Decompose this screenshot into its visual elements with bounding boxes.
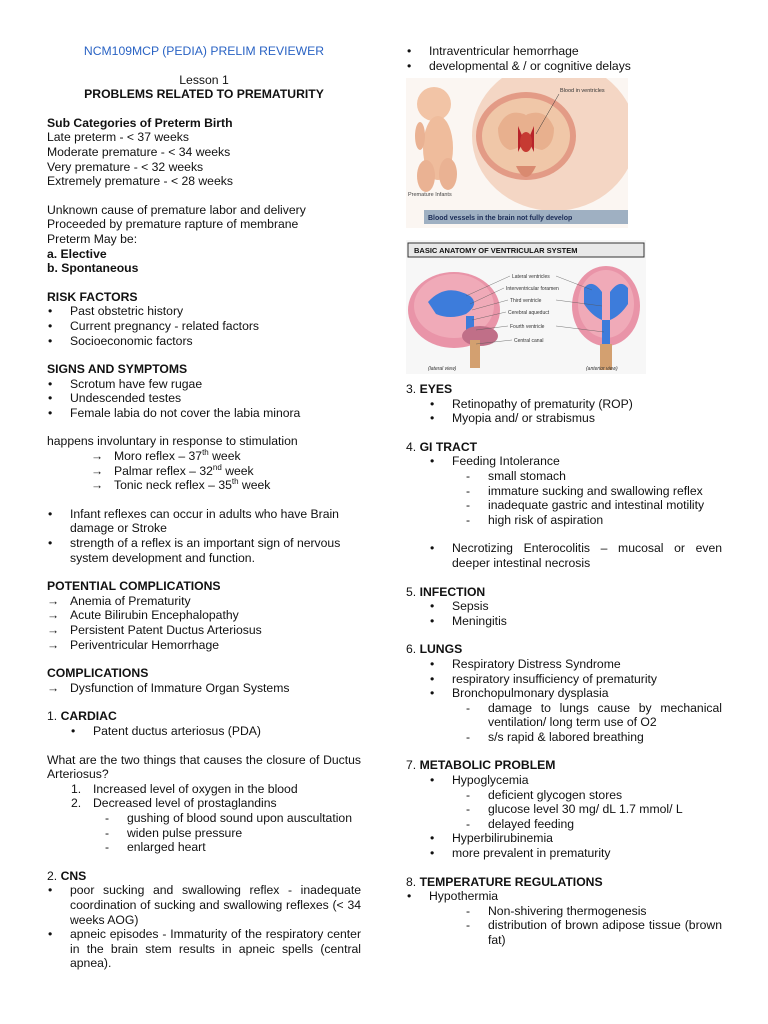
infant-icon (415, 87, 457, 192)
reflex-item: → Palmar reflex – 32nd week (47, 464, 361, 479)
sub-item: - deficient glycogen stores (406, 788, 722, 803)
list-item: • Meningitis (406, 614, 722, 629)
reflex-item: → Moro reflex – 37th week (47, 449, 361, 464)
list-item: • developmental & / or cognitive delays (406, 59, 722, 74)
svg-text:Blood vessels in the brain not: Blood vessels in the brain not fully develop (428, 215, 573, 222)
list-item: → Persistent Patent Ductus Arteriosus (47, 623, 361, 638)
list-item: • Hypoglycemia (406, 773, 722, 788)
list-item: • Female labia do not cover the labia minora (47, 406, 361, 421)
svg-text:Blood in ventricles: Blood in ventricles (560, 88, 605, 94)
subcategory-item: Moderate premature - < 34 weeks (47, 144, 231, 159)
numbered-item: 1. Increased level of oxygen in the blood (71, 781, 298, 796)
svg-text:(lateral view): (lateral view) (428, 366, 457, 372)
gi-heading: 4. GI TRACT (406, 439, 478, 454)
brain-cross-section-icon (476, 92, 576, 180)
sub-item: - widen pulse pressure (47, 826, 361, 841)
reflex-intro: happens involuntary in response to stimulation (47, 434, 298, 449)
list-item: • Past obstetric history (47, 304, 361, 319)
list-item: • Retinopathy of prematurity (ROP) (406, 397, 722, 412)
list-item: • Hypothermia (406, 889, 722, 904)
svg-text:Interventricular foramen: Interventricular foramen (506, 286, 559, 292)
temperature-heading: 8. TEMPERATURE REGULATIONS (406, 874, 603, 889)
right-column (406, 0, 722, 73)
cns-heading: 2. CNS (47, 868, 87, 883)
sub-item: - damage to lungs cause by mechanical ventilation/ long term use of O2 (406, 701, 722, 730)
risk-factors-heading: RISK FACTORS (47, 289, 138, 304)
svg-text:Lateral ventricles: Lateral ventricles (512, 274, 550, 280)
list-item: • strength of a reflex is an important sign of nervous system development and function. (47, 536, 361, 565)
sub-item: - enlarged heart (47, 840, 361, 855)
subcategory-item: Extremely premature - < 28 weeks (47, 174, 233, 189)
sub-item: - delayed feeding (406, 817, 722, 832)
list-item: → Periventricular Hemorrhage (47, 638, 361, 653)
svg-text:Premature Infants: Premature Infants (408, 192, 452, 198)
eyes-heading: 3. EYES (406, 382, 453, 396)
intro-line: Preterm May be: (47, 231, 138, 246)
subcategory-item: Late preterm - < 37 weeks (47, 130, 189, 145)
list-item: • Scrotum have few rugae (47, 377, 361, 392)
list-item: • Respiratory Distress Syndrome (406, 657, 722, 672)
svg-text:Cerebral aqueduct: Cerebral aqueduct (508, 310, 550, 316)
sub-item: - immature sucking and swallowing reflex (406, 484, 722, 499)
svg-text:(anterior view): (anterior view) (586, 366, 618, 372)
list-item: • Undescended testes (47, 391, 361, 406)
list-item: • Feeding Intolerance (406, 454, 722, 469)
list-item: → Anemia of Prematurity (47, 594, 361, 609)
right-column-lower (406, 382, 722, 948)
lungs-heading: 6. LUNGS (406, 642, 463, 657)
list-item: • respiratory insufficiency of prematurity (406, 672, 722, 687)
svg-text:Central canal: Central canal (514, 338, 544, 344)
list-item: • Necrotizing Enterocolitis – mucosal or even deeper intestinal necrosis (406, 541, 722, 570)
sub-item: - small stomach (406, 469, 722, 484)
premature-infant-figure (406, 78, 628, 228)
complications-heading: COMPLICATIONS (47, 666, 149, 681)
numbered-item: 2. Decreased level of prostaglandins (71, 796, 277, 811)
signs-heading: SIGNS AND SYMPTOMS (47, 362, 188, 377)
list-item: • poor sucking and swallowing reflex - inadequate coordination of sucking and swallowing reflexes (< 34 weeks AOG) (47, 883, 361, 927)
ventricular-system-diagram (406, 240, 646, 374)
left-column (47, 0, 361, 971)
list-item: • Current pregnancy - related factors (47, 319, 361, 334)
svg-text:BASIC ANATOMY OF VENTRICULAR S: BASIC ANATOMY OF VENTRICULAR SYSTEM (414, 246, 578, 255)
sub-item: - s/s rapid & labored breathing (406, 730, 722, 745)
cardiac-question: What are the two things that causes the closure of Ductus Arteriosus? (47, 752, 361, 782)
reflex-item: → Tonic neck reflex – 35th week (47, 478, 361, 493)
sub-item: - distribution of brown adipose tissue (brown fat) (406, 918, 722, 947)
sub-item: - high risk of aspiration (406, 513, 722, 528)
preterm-type: a. Elective (47, 246, 107, 261)
sub-item: - inadequate gastric and intestinal motility (406, 498, 722, 513)
metabolic-heading: 7. METABOLIC PROBLEM (406, 758, 556, 773)
sub-item: - Non-shivering thermogenesis (406, 904, 722, 919)
list-item: • Sepsis (406, 599, 722, 614)
sub-item: - glucose level 30 mg/ dL 1.7 mmol/ L (406, 802, 722, 817)
ventricular-system-figure (406, 240, 646, 374)
preterm-type: b. Spontaneous (47, 261, 139, 276)
list-item: • Hyperbilirubinemia (406, 831, 722, 846)
premature-infant-illustration (406, 78, 628, 228)
lesson-number: Lesson 1 (179, 72, 229, 87)
list-item: • Intraventricular hemorrhage (406, 44, 722, 59)
list-item: • Infant reflexes can occur in adults who have Brain damage or Stroke (47, 507, 361, 536)
list-item: → Acute Bilirubin Encephalopathy (47, 608, 361, 623)
list-item: • more prevalent in prematurity (406, 846, 722, 861)
list-item: • Myopia and/ or strabismus (406, 411, 722, 426)
list-item: • Bronchopulmonary dysplasia (406, 686, 722, 701)
intro-line: Unknown cause of premature labor and delivery (47, 202, 306, 217)
list-item: • Patent ductus arteriosus (PDA) (47, 724, 361, 739)
infection-heading: 5. INFECTION (406, 584, 486, 599)
list-item: → Dysfunction of Immature Organ Systems (47, 681, 361, 696)
document-title: NCM109MCP (PEDIA) PRELIM REVIEWER (83, 44, 325, 58)
sub-item: - gushing of blood sound upon auscultation (47, 811, 361, 826)
cardiac-heading: 1. CARDIAC (47, 709, 117, 724)
intro-line: Proceeded by premature rapture of membrane (47, 217, 299, 232)
svg-text:Fourth ventricle: Fourth ventricle (510, 324, 545, 330)
list-item: • Socioeconomic factors (47, 334, 361, 349)
svg-text:Third ventricle: Third ventricle (510, 298, 542, 304)
lesson-title: PROBLEMS RELATED TO PREMATURITY (84, 87, 324, 102)
potential-complications-heading: POTENTIAL COMPLICATIONS (47, 579, 221, 594)
list-item: • apneic episodes - Immaturity of the respiratory center in the brain stem results in apneic spells (central apnea). (47, 927, 361, 971)
subcategory-item: Very premature - < 32 weeks (47, 159, 204, 174)
subcategory-heading: Sub Categories of Preterm Birth (47, 115, 233, 130)
